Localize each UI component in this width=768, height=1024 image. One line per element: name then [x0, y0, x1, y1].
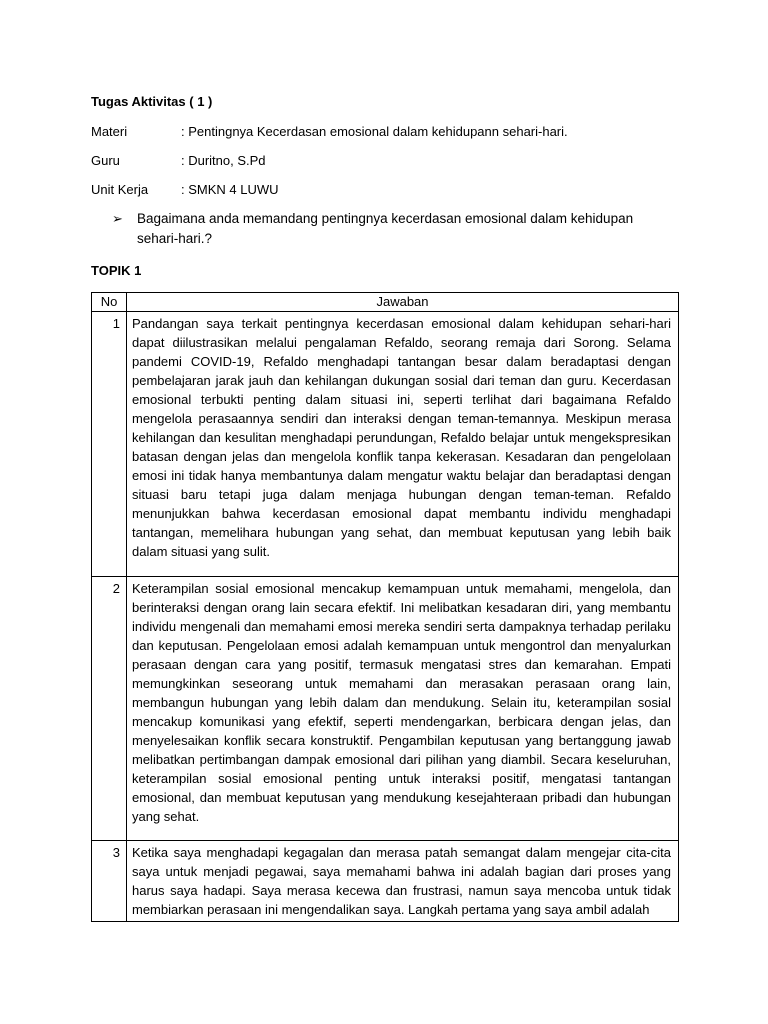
meta-row-materi: [91, 123, 568, 141]
row-answer: Ketika saya menghadapi kegagalan dan merasa patah semangat dalam mengejar cita-cita saya untuk menjadi pegawai, saya memahami bahwa ini adalah bagian dari proses yang harus saya hadapi. Saya merasa kecewa dan frustrasi, namun saya mencoba untuk tidak membiarkan perasaan ini mengendalikan saya. Langkah pertama yang saya ambil adalah: [127, 841, 679, 922]
topic-heading: TOPIK 1: [91, 263, 142, 278]
question-item: [112, 209, 672, 249]
question-text: Bagaimana anda memandang pentingnya kecerdasan emosional dalam kehidupan sehari-hari.?: [137, 211, 634, 246]
header-no: No: [92, 293, 127, 312]
table-row: [92, 841, 679, 922]
document-title: Tugas Aktivitas ( 1 ): [91, 94, 213, 109]
meta-value: : Duritno, S.Pd: [181, 153, 266, 168]
meta-value: : Pentingnya Kecerdasan emosional dalam kehidupann sehari-hari.: [181, 124, 568, 139]
meta-label: Guru: [91, 153, 120, 168]
row-number: 3: [92, 841, 127, 922]
answers-table: [91, 292, 679, 922]
meta-label: Unit Kerja: [91, 182, 149, 197]
meta-value: : SMKN 4 LUWU: [181, 182, 279, 197]
meta-row-guru: [91, 152, 266, 170]
meta-row-unit-kerja: [91, 181, 279, 199]
table-row: [92, 577, 679, 841]
table-header-row: [92, 293, 679, 312]
row-answer: Keterampilan sosial emosional mencakup kemampuan untuk memahami, mengelola, dan berinteraksi dengan orang lain secara efektif. Ini melibatkan kesadaran diri, yang membantu individu mengenali dan memahami emosi mereka sendiri serta dampaknya terhadap perilaku dan keputusan. Pengelolaan emosi adalah kemampuan untuk mengontrol dan menyalurkan perasaan dengan cara yang positif, termasuk mengatasi stres dan kemarahan. Empati memungkinkan seseorang untuk memahami dan merasakan perasaan orang lain, membangun hubungan yang lebih dalam dan mendukung. Selain itu, keterampilan sosial mencakup komunikasi yang efektif, seperti mendengarkan, berbicara dengan jelas, dan menyelesaikan konflik secara konstruktif. Pengambilan keputusan yang bertanggung jawab melibatkan pertimbangan dampak emosional dari pilihan yang diambil. Secara keseluruhan, keterampilan sosial emosional penting untuk interaksi positif, mengatasi tantangan emosional, dan membuat keputusan yang mendukung kesejahteraan pribadi dan hubungan yang sehat.: [127, 577, 679, 841]
meta-label: Materi: [91, 124, 128, 139]
header-answer: Jawaban: [127, 293, 679, 312]
row-answer: Pandangan saya terkait pentingnya kecerdasan emosional dalam kehidupan sehari-hari dapat diilustrasikan melalui pengalaman Refaldo, seorang remaja dari Sorong. Selama pandemi COVID-19, Refaldo menghadapi tantangan besar dalam beradaptasi dengan pembelajaran jarak jauh dan kehilangan dukungan sosial dari teman dan guru. Kecerdasan emosional terbukti penting dalam situasi ini, seperti terlihat dari bagaimana Refaldo mengelola perasaannya sendiri dan interaksi dengan teman-temannya. Meskipun merasa kehilangan dan kesulitan menghadapi perundungan, Refaldo belajar untuk mengekspresikan batasan dengan jelas dan mengelola konflik tanpa kekerasan. Kesadaran dan pengelolaan emosi ini tidak hanya membantunya dalam mengatur waktu belajar dan beradaptasi dengan situasi baru tetapi juga dalam menjaga hubungan dengan teman-teman. Refaldo menunjukkan bahwa kecerdasan emosional dapat membantu individu menghadapi tantangan, memelihara hubungan yang sehat, dan membuat keputusan yang lebih baik dalam situasi yang sulit.: [127, 312, 679, 577]
row-number: 2: [92, 577, 127, 841]
arrow-bullet-icon: ➢: [112, 211, 123, 226]
table-row: [92, 312, 679, 577]
row-number: 1: [92, 312, 127, 577]
